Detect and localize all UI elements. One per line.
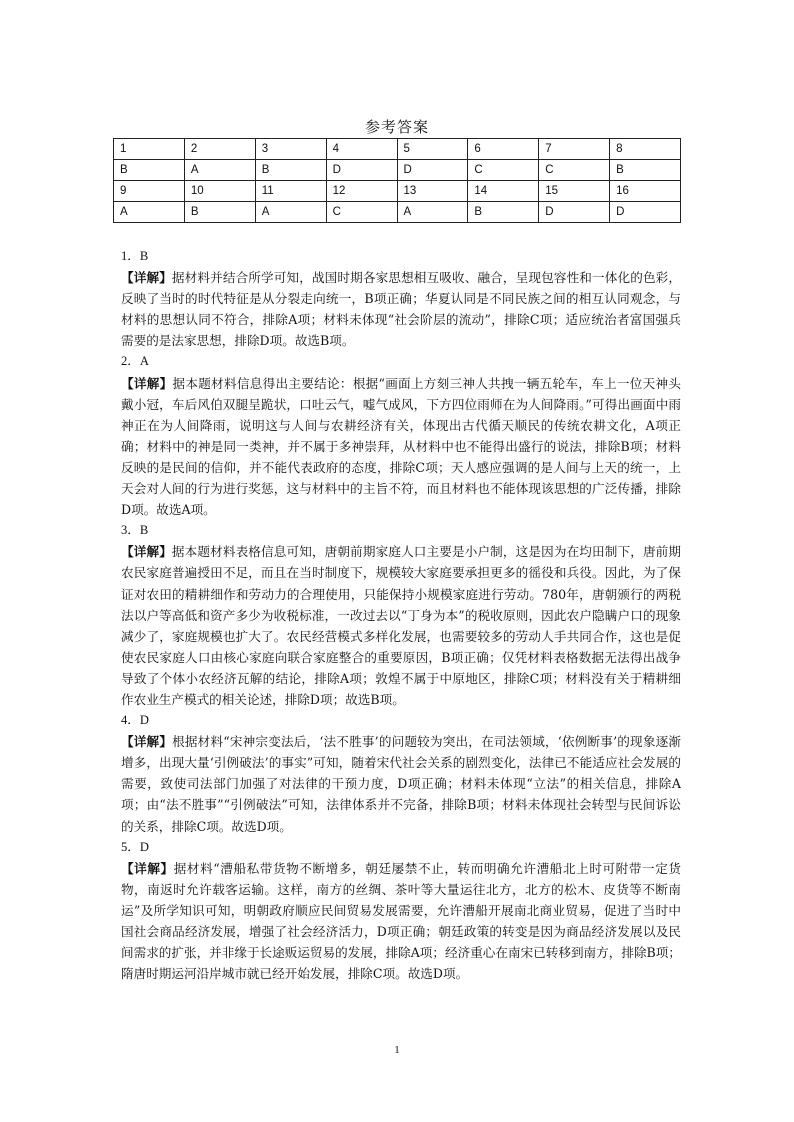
- explanation-paragraph: [121, 541, 681, 710]
- table-cell: 10: [184, 181, 255, 202]
- table-cell: D: [326, 160, 397, 181]
- table-cell: A: [114, 202, 185, 223]
- table-row: [114, 160, 681, 181]
- table-cell: 3: [255, 139, 326, 160]
- page-title: 参考答案: [364, 118, 429, 136]
- explanation-text: 据本题材料表格信息可知，唐朝前期家庭人口主要是小户制，这是因为在均田制下，唐前期农民家庭普遍授田不足，而且在当时制度下，规模较大家庭要承担更多的徭役和兵役。因此，为了保证对农田的精耕细作和劳动力的合理使用，只能保持小规模家庭进行劳动。780年，唐朝颁行的两税法以户等高低和资产多少为收税标准，一改过去以“丁身为本”的税收原则，因此农户隐瞒户口的现象减少了，家庭规模也扩大了。农民经营模式多样化发展，也需要较多的劳动人手共同合作，这也是促使农民家庭人口由核心家庭向联合家庭整合的重要原因，B项正确；仅凭材料表格数据无法得出战争导致了个体小农经济瓦解的结论，排除A项；敦煌不属于中原地区，排除C项；材料没有关于精耕细作农业生产模式的相关论述，排除D项；故选B项。: [121, 544, 682, 707]
- table-cell: A: [255, 202, 326, 223]
- explanation-text: 据本题材料信息得出主要结论：根据“画面上方刻三神人共拽一辆五轮车，车上一位天神头戴小冠，车后风伯双腿呈跪状，口吐云气，嘘气成风，下方四位雨师在为人间降雨。”可得出画面中雨神正在为人间降雨，说明这与人间与农耕经济有关，体现出古代循天顺民的传统农耕文化，A项正确；材料中的神是同一类神，并不属于多神崇拜，从材料中也不能得出盛行的说法，排除B项；材料反映的是民间的信仰，并不能代表政府的态度，排除C项；天人感应强调的是人间与上天的统一，上天会对人间的行为进行奖惩，这与材料中的主旨不符，而且材料也不能体现该思想的广泛传播，排除D项。故选A项。: [121, 375, 681, 518]
- table-cell: 5: [397, 139, 468, 160]
- explanation-text: 据材料“漕船私带货物不断增多，朝廷屡禁不止，转而明确允许漕船北上时可附带一定货物，南返时允许载客运输。这样，南方的丝绸、茶叶等大量运往北方，北方的松木、皮货等不断南运”及所学知识可知，明朝政府顺应民间贸易发展需要，允许漕船开展南北商业贸易，促进了当时中国社会商品经济发展，增强了社会经济活力，D项正确；朝廷政策的转变是因为商品经济发展以及民间需求的扩张，并非缘于长途贩运贸易的发展，排除A项；经济重心在南宋已转移到南方，排除B项；隋唐时期运河沿岸城市就已经开始发展，排除C项。故选D项。: [121, 860, 681, 982]
- question-number: 2．A: [121, 354, 149, 369]
- explanation-paragraph: [121, 731, 681, 836]
- explanation-paragraph: [121, 858, 681, 985]
- table-cell: C: [468, 160, 539, 181]
- table-cell: B: [184, 202, 255, 223]
- table-row: [114, 139, 681, 160]
- table-cell: 1: [114, 139, 185, 160]
- explanation-tag: 【详解】: [121, 375, 173, 391]
- explanation-paragraph: [121, 373, 681, 521]
- table-cell: 11: [255, 181, 326, 202]
- table-cell: 16: [610, 181, 681, 202]
- table-cell: 9: [114, 181, 185, 202]
- table-cell: B: [610, 160, 681, 181]
- explanation-tag: 【详解】: [121, 544, 172, 560]
- explanation-tag: 【详解】: [121, 270, 172, 286]
- table-cell: 15: [539, 181, 610, 202]
- question-number: 4．D: [121, 713, 149, 728]
- table-cell: 7: [539, 139, 610, 160]
- table-cell: 6: [468, 139, 539, 160]
- answer-table: [113, 138, 681, 223]
- table-cell: D: [539, 202, 610, 223]
- explanation-text: 根据材料“宋神宗变法后，‘法不胜事’的问题较为突出，在司法领域，‘依例断事’的现象逐渐增多，出现大量‘引例破法’的事实”可知，随着宋代社会关系的剧烈变化，法律已不能适应社会发展的需要，致使司法部门加强了对法律的干预力度，D项正确；材料未体现“立法”的相关信息，排除A项；由“法不胜事”“引例破法”可知，法律体系并不完备，排除B项；材料未体现社会转型与民间诉讼的关系，排除C项。故选D项。: [121, 734, 681, 834]
- table-cell: B: [114, 160, 185, 181]
- table-cell: 8: [610, 139, 681, 160]
- explanation-tag: 【详解】: [121, 860, 174, 876]
- table-cell: D: [397, 160, 468, 181]
- explanation-paragraph: [121, 267, 681, 351]
- table-cell: B: [255, 160, 326, 181]
- table-cell: C: [326, 202, 397, 223]
- table-cell: A: [184, 160, 255, 181]
- question-number: 1．B: [121, 249, 149, 263]
- explanations: [121, 246, 681, 984]
- explanation-text: 据材料并结合所学可知，战国时期各家思想相互吸收、融合，呈现包容性和一体化的色彩，反映了当时的时代特征是从分裂走向统一，B项正确；华夏认同是不同民族之间的相互认同观念，与材料的思想认同不符合，排除A项；材料未体现“社会阶层的流动”，排除C项；适应统治者富国强兵需要的是法家思想，排除D项。故选B项。: [121, 270, 682, 349]
- table-row: [114, 181, 681, 202]
- table-cell: D: [610, 202, 681, 223]
- table-cell: 12: [326, 181, 397, 202]
- page-number: 1: [394, 1044, 400, 1056]
- table-cell: B: [468, 202, 539, 223]
- table-cell: 13: [397, 181, 468, 202]
- table-cell: C: [539, 160, 610, 181]
- table-cell: 2: [184, 139, 255, 160]
- question-number: 5．D: [121, 839, 149, 854]
- table-row: [114, 202, 681, 223]
- table-cell: 4: [326, 139, 397, 160]
- table-cell: A: [397, 202, 468, 223]
- question-number: 3．B: [121, 523, 149, 538]
- explanation-tag: 【详解】: [121, 734, 173, 750]
- table-cell: 14: [468, 181, 539, 202]
